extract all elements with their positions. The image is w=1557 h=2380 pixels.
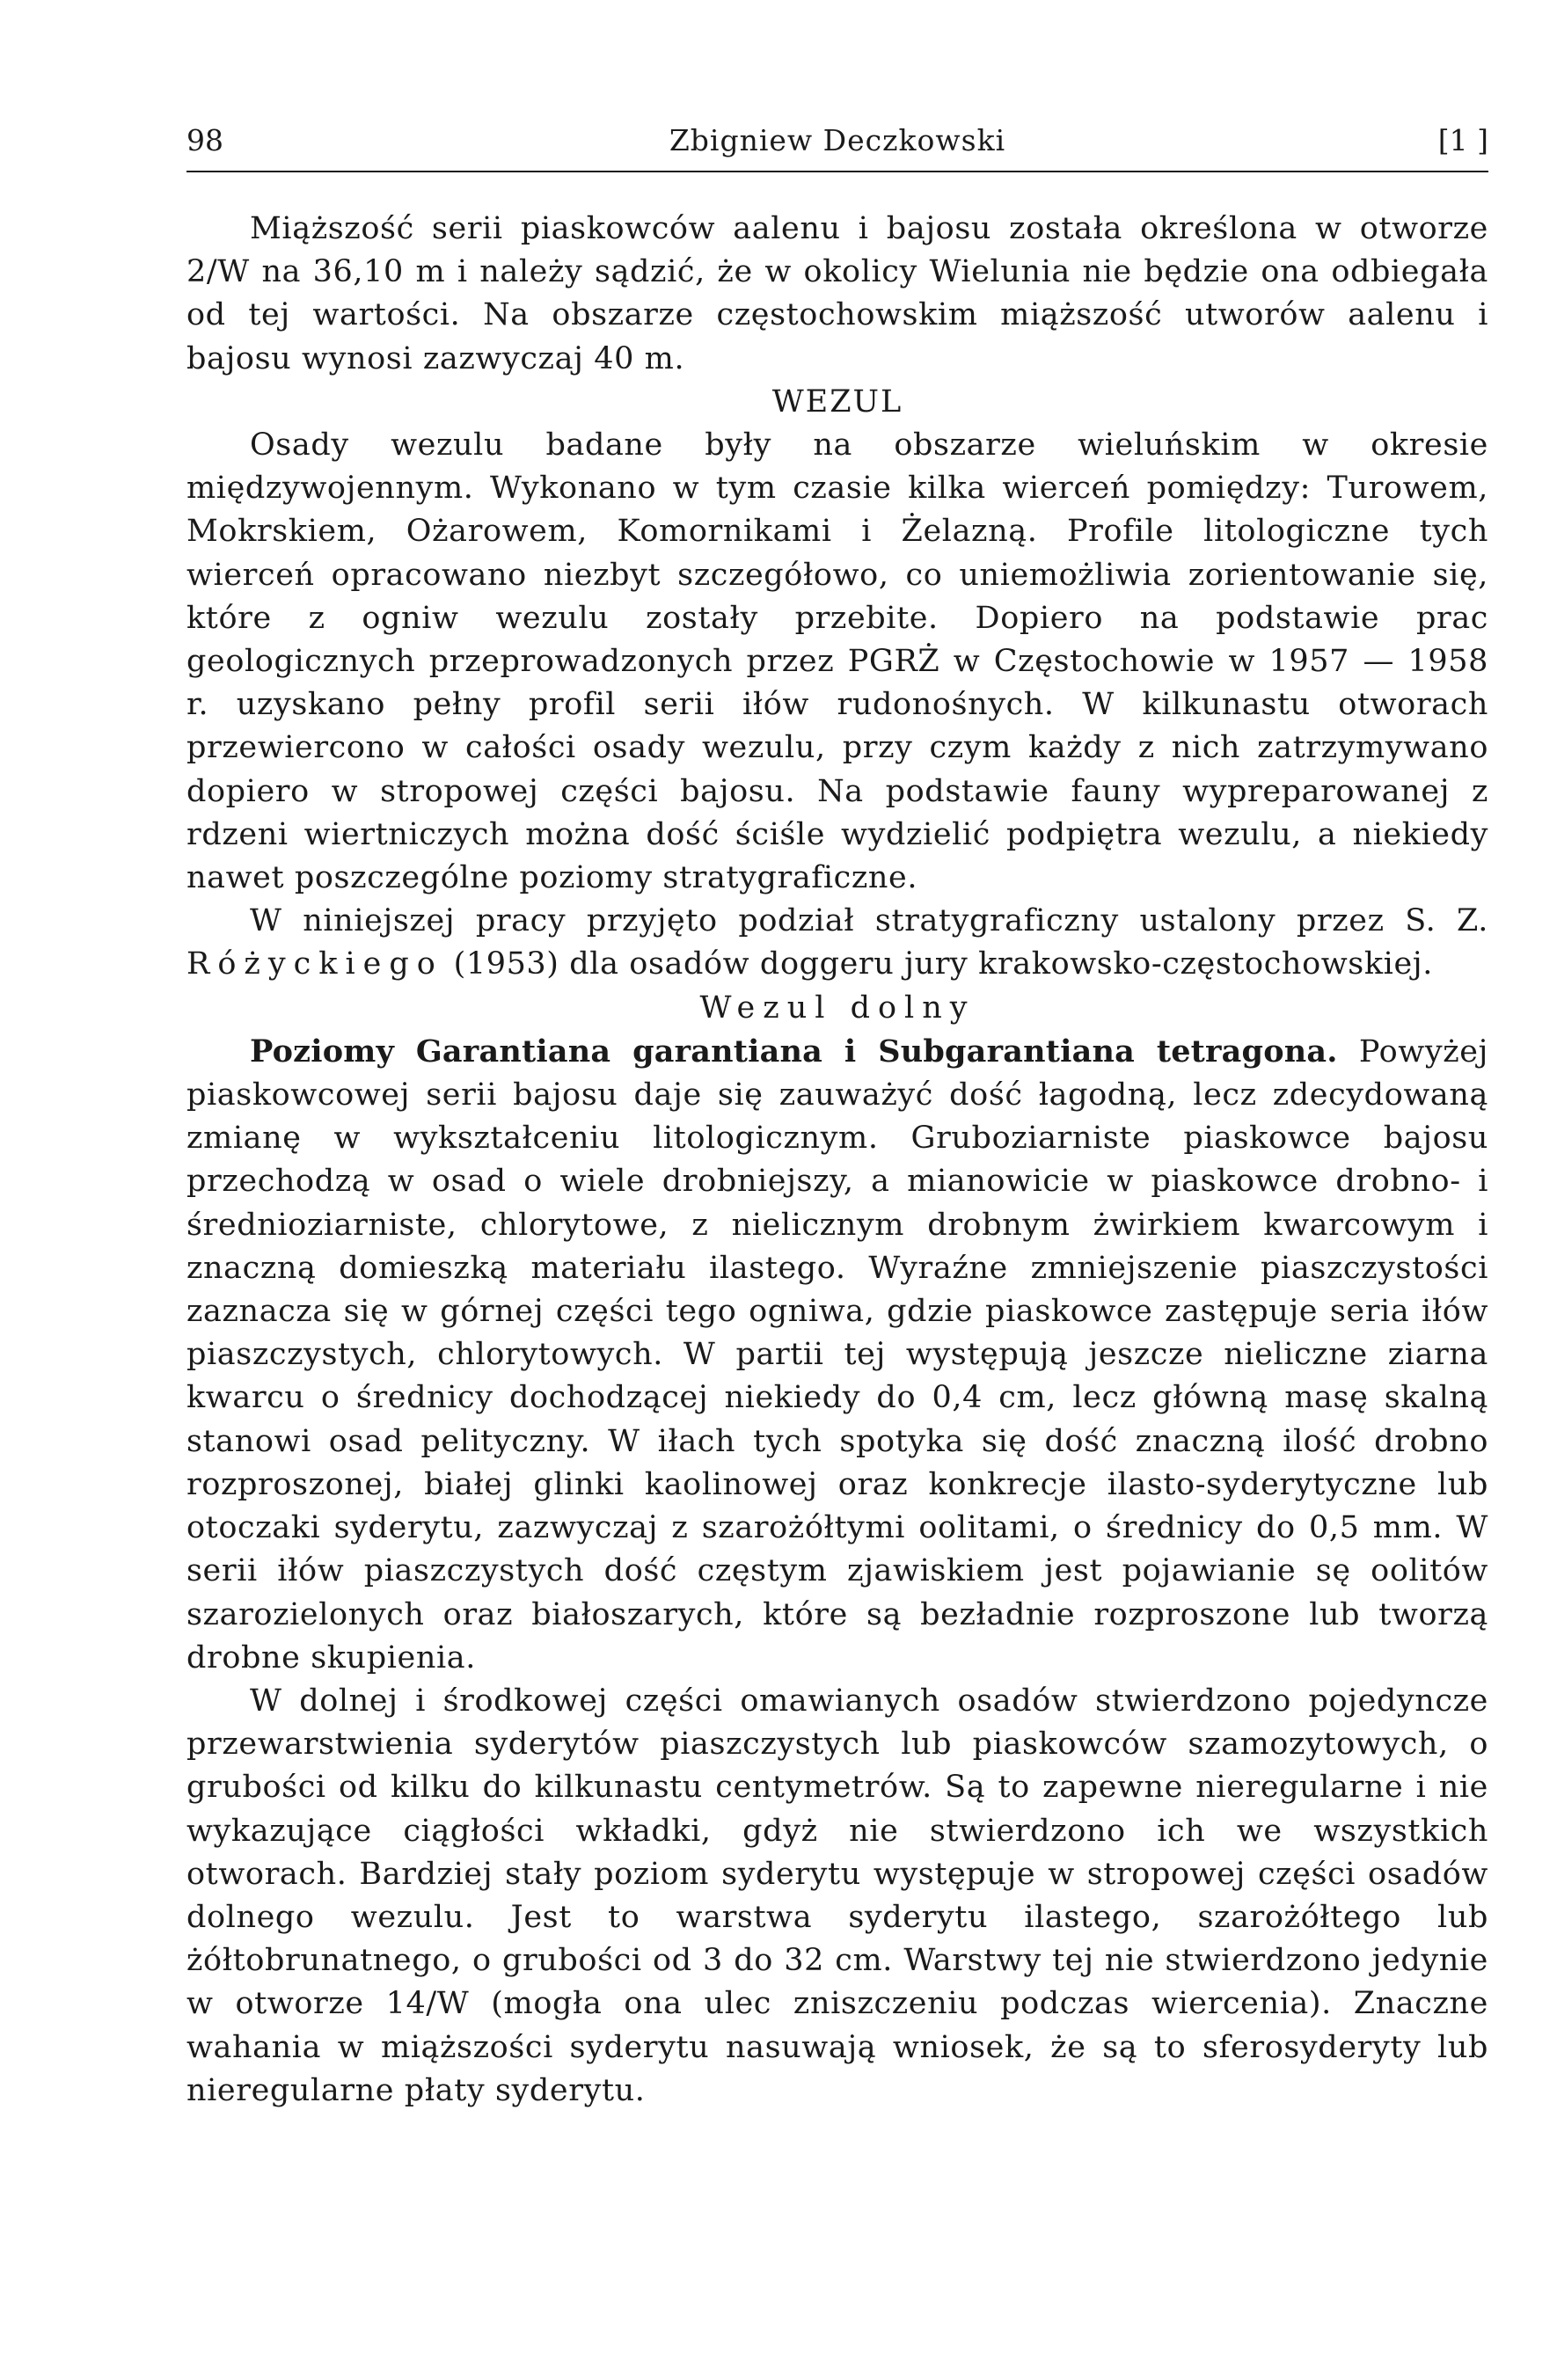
stratigraphy-text-end: (1953) dla osadów doggeru jury krakowsko-częstochowskiej. [453,946,1433,982]
section-heading-wezul: WEZUL [771,383,903,420]
paragraph-wezul-research: Osady wezulu badane były na obszarze wieluńskim w okresie międzywojennym. Wykonano w tym czasie kilka wierceń pomiędzy: Turowem, Mokrskiem, Ożarowem, Komornikami i Żelazną. Profile litologiczne tych wierceń opracowano niezbyt szczegółowo, co uniemożliwia zorientowanie się, które z ogniw wezulu zostały przebite. Dopiero na podstawie prac geologicznych przeprowadzonych przez PGRŻ w Częstochowie w 1957 — 1958 r. uzyskano pełny profil serii iłów rudonośnych. W kilkunastu otworach przewiercono w całości osady wezulu, przy czym każdy z nich zatrzymywano dopiero w stropowej części bajosu. Na podstawie fauny wypreparowanej z rdzeni wiertniczych można dość ściśle wydzielić podpiętra wezulu, a niekiedy nawet poszczególne poziomy stratygraficzne. [186,427,1488,896]
header-author: Zbigniew Deczkowski [669,123,1006,157]
paragraph-aalen-thickness: Miąższość serii piaskowców aalenu i bajosu została określona w otworze 2/W na 36,10 m i należy sądzić, że w okolicy Wielunia nie będzie ona odbiegała od tej wartości. Na obszarze częstochowskim miąższość utworów aalenu i bajosu wynosi zazwyczaj 40 m. [186,211,1488,376]
paragraph-stratigraphy [186,900,1488,986]
page-number: 98 [186,123,223,157]
author-name-spaced: Różyckiego [186,946,443,982]
body-text [186,208,1488,2113]
paragraph-garantiana [186,1030,1488,1680]
garantiana-text: Powyżej piaskowcowej serii bajosu daje się zauważyć dość łagodną, lecz zdecydowaną zmianę w wykształceniu litologicznym. Gruboziarniste piaskowce bajosu przechodzą w osad o wiele drobniejszy, a mianowicie w piaskowce drobno- i średnioziarniste, chlorytowe, z nielicznym drobnym żwirkiem kwarcowym i znaczną domieszką materiału ilastego. Wyraźne zmniejszenie piaszczystości zaznacza się w górnej części tego ogniwa, gdzie piaskowce zastępuje seria iłów piaszczystych, chlorytowych. W partii tej występują jeszcze nieliczne ziarna kwarcu o średnicy dochodzącej niekiedy do 0,4 cm, lecz główną masę skalną stanowi osad pelityczny. W iłach tych spotyka się dość znaczną ilość drobno rozproszonej, białej glinki kaolinowej oraz konkrecje ilasto-syderytyczne lub otoczaki syderytu, zazwyczaj z szarożółtymi oolitami, o średnicy do 0,5 mm. W serii iłów piaszczystych dość częstym zjawiskiem jest pojawianie sę oolitów szarozielonych oraz białoszarych, które są bezładnie rozproszone lub tworzą drobne skupienia. [186,1033,1489,1675]
bold-run-in-heading: Poziomy Garantiana garantiana i Subgarantiana tetragona. [250,1033,1338,1070]
subheading-wezul-dolny: Wezul dolny [699,989,976,1026]
document-page [186,114,1488,2113]
header-reference: [1 ] [1437,123,1488,157]
header-rule [186,171,1488,172]
stratigraphy-text-start: W niniejszej pracy przyjęto podział stratygraficzny ustalony przez S. Z. [250,903,1488,939]
running-header [186,114,1488,167]
paragraph-siderite-layers: W dolnej i środkowej części omawianych osadów stwierdzono pojedyncze przewarstwienia syderytów piaszczystych lub piaskowców szamozytowych, o grubości od kilku do kilkunastu centymetrów. Są to zapewne nieregularne i nie wykazujące ciągłości wkładki, gdyż nie stwierdzono ich we wszystkich otworach. Bardziej stały poziom syderytu występuje w stropowej części osadów dolnego wezulu. Jest to warstwa syderytu ilastego, szarożółtego lub żółtobrunatnego, o grubości od 3 do 32 cm. Warstwy tej nie stwierdzono jedynie w otworze 14/W (mogła ona ulec zniszczeniu podczas wiercenia). Znaczne wahania w miąższości syderytu nasuwają wniosek, że są to sferosyderyty lub nieregularne płaty syderytu. [186,1683,1488,2108]
